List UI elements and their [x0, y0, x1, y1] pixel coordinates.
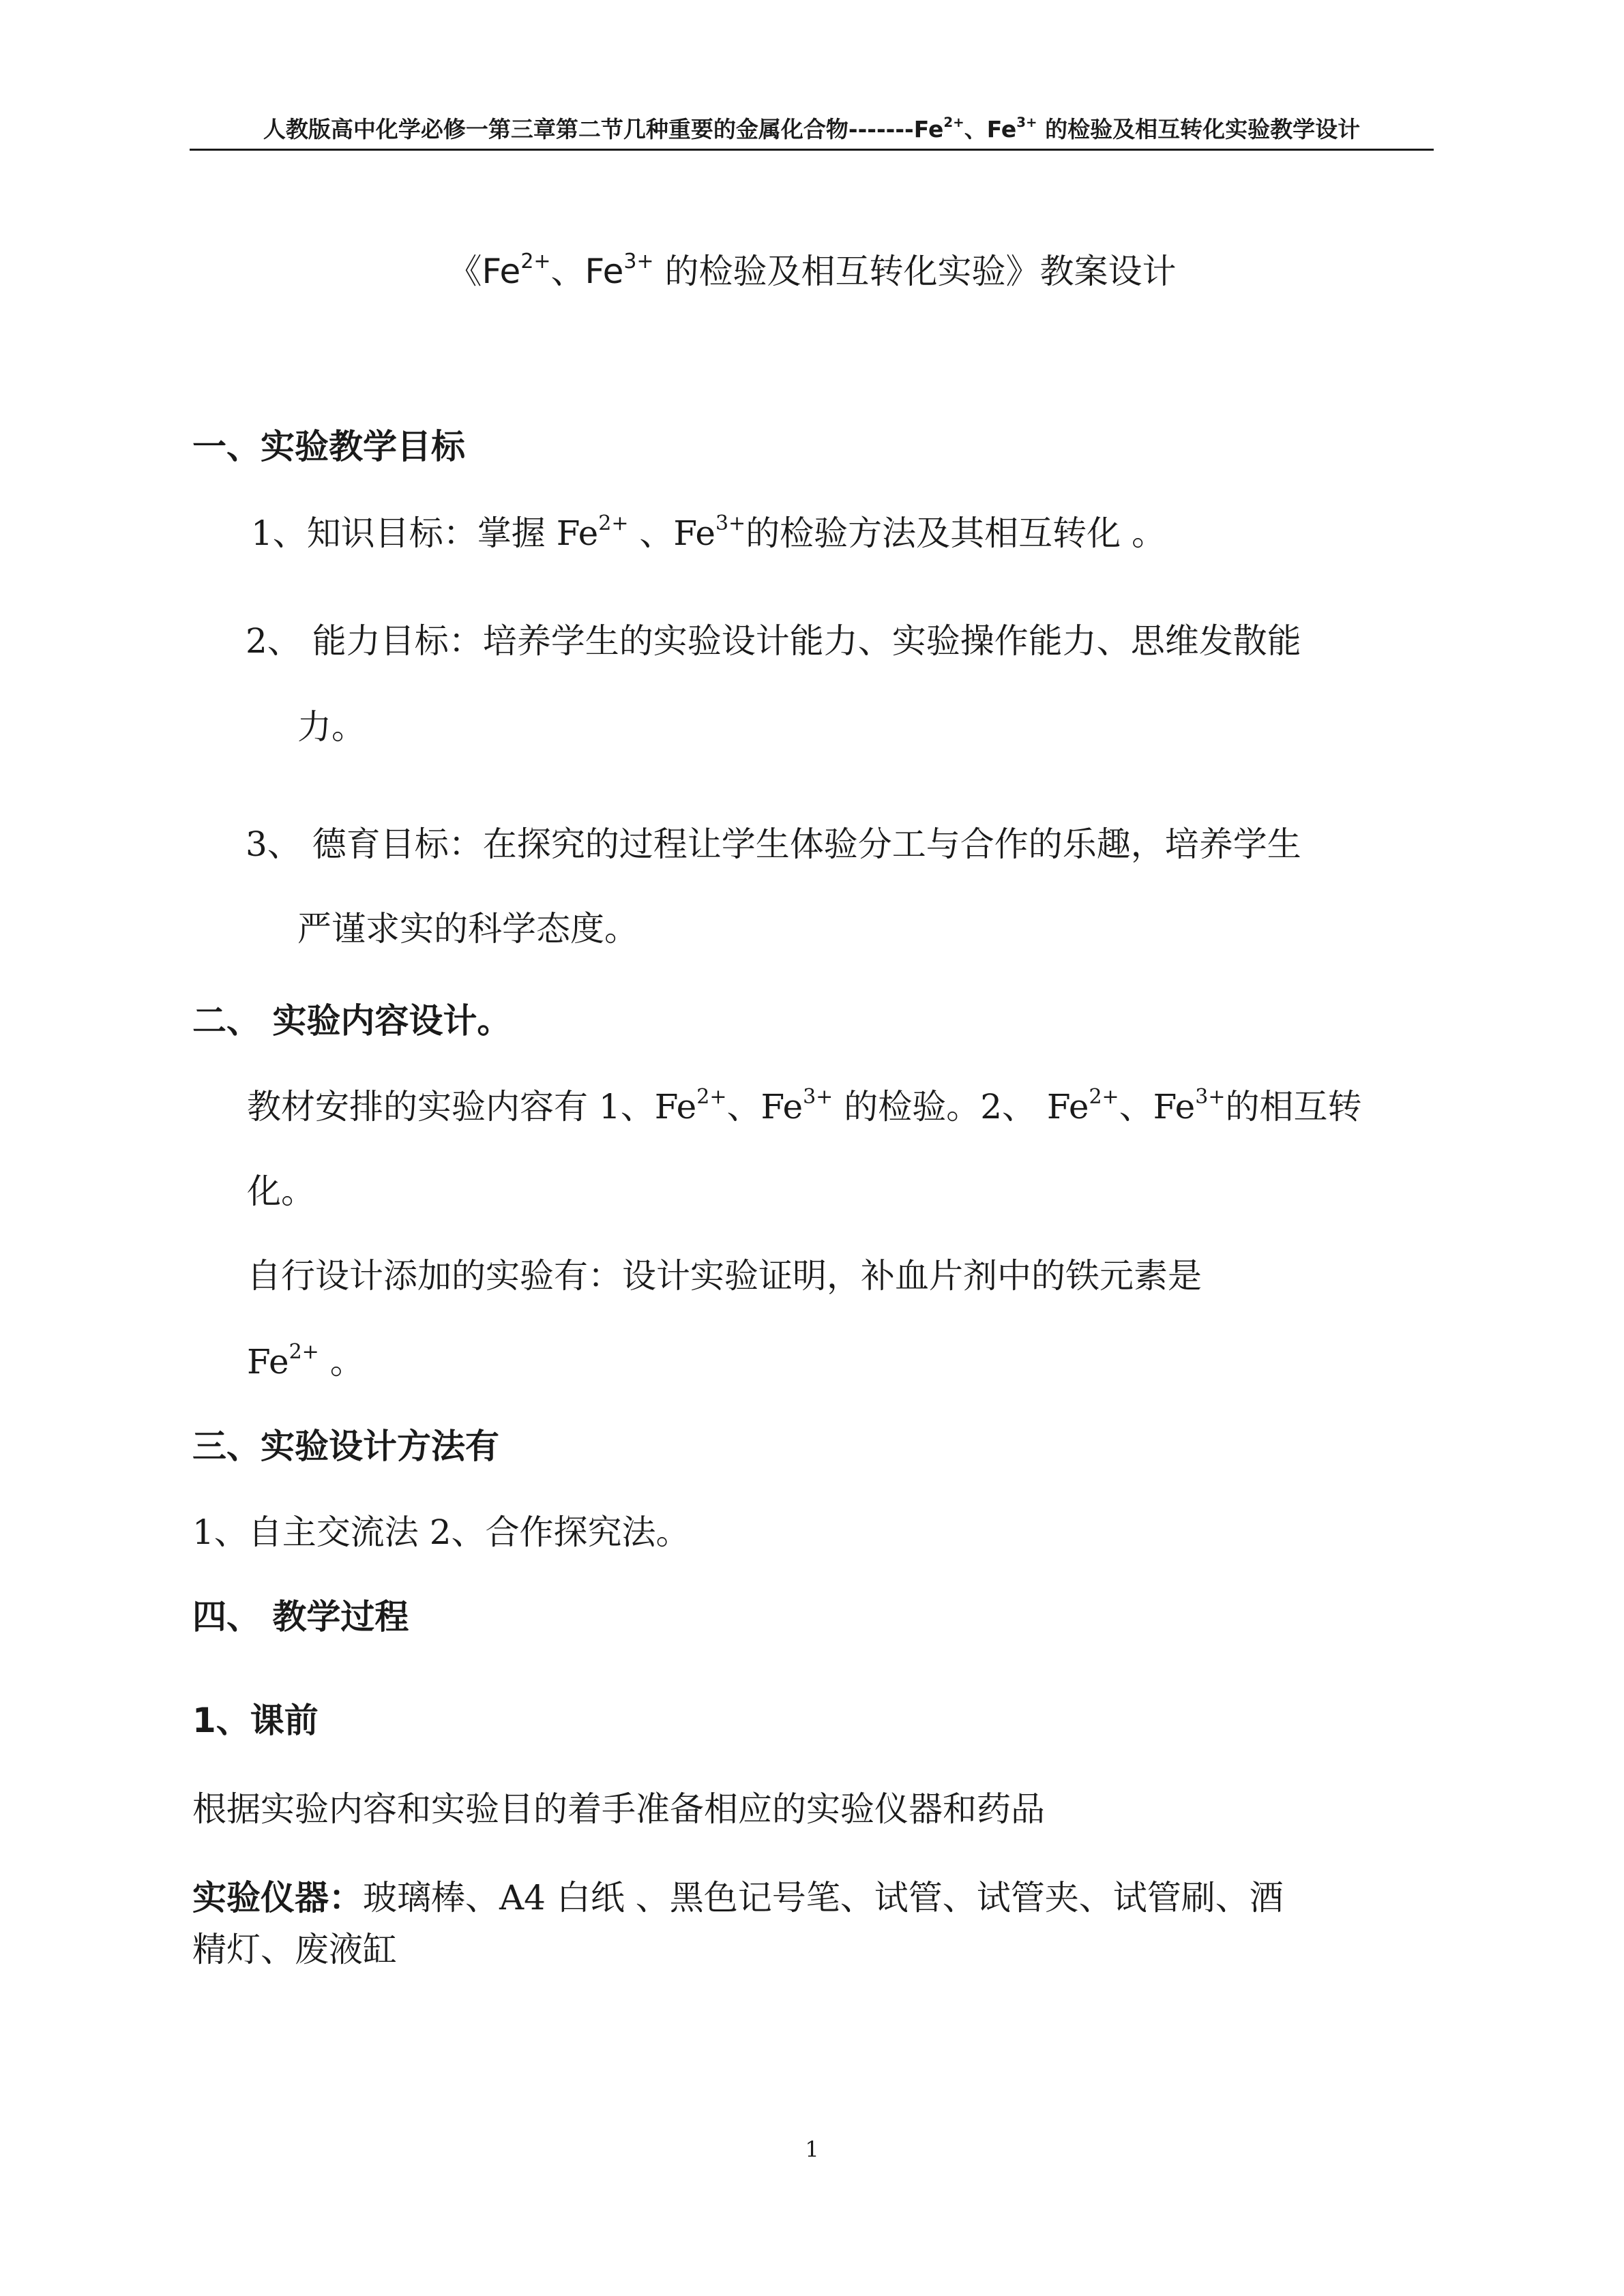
goal-ability-line-2: 力。 [297, 707, 366, 747]
goal-knowledge: 1、知识目标：掌握 $Fe^{2+}$ 、$Fe^{3+}$的检验方法及其相互转化 。 [251, 511, 1166, 553]
goal-ability-line-1: 2、 能力目标：培养学生的实验设计能力、实验操作能力、思维发散能 [246, 621, 1301, 661]
document-title: 《$Fe^{2+}$、$Fe^{3+}$ 的检验及相互转化实验》教案设计 [447, 249, 1177, 291]
instruments-line-2: 精灯、废液缸 [192, 1930, 397, 1969]
section-heading-2: 二、 实验内容设计。 [192, 1001, 512, 1041]
sub-heading-before-class: 1、课前 [192, 1701, 319, 1740]
goal-moral-line-2: 严谨求实的科学态度。 [297, 909, 638, 949]
content-line-4: $Fe^{2+}$ 。 [247, 1339, 364, 1382]
content-line-3: 自行设计添加的实验有：设计实验证明，补血片剂中的铁元素是 [247, 1256, 1202, 1296]
section-heading-3: 三、实验设计方法有 [192, 1427, 499, 1466]
content-line-2: 化。 [247, 1172, 315, 1211]
instruments-line-1: 实验仪器：玻璃棒、A4 白纸 、黑色记号笔、试管、试管夹、试管刷、酒 [192, 1878, 1284, 1918]
section-heading-1: 一、实验教学目标 [192, 427, 465, 466]
section-heading-4: 四、 教学过程 [192, 1597, 409, 1637]
methods-line: 1、自主交流法 2、合作探究法。 [192, 1512, 690, 1552]
prep-line: 根据实验内容和实验目的着手准备相应的实验仪器和药品 [192, 1789, 1045, 1829]
instruments-label: 实验仪器： [192, 1878, 363, 1918]
page-number: 1 [805, 2136, 819, 2162]
goal-moral-line-1: 3、 德育目标：在探究的过程让学生体验分工与合作的乐趣，培养学生 [246, 824, 1301, 864]
running-header: 人教版高中化学必修一第三章第二节几种重要的金属化合物$-------Fe^{2+}$、$Fe^{3+}$ 的检验及相互转化实验教学设计 [263, 115, 1361, 143]
content-line-1: 教材安排的实验内容有 1、$Fe^{2+}$、$Fe^{3+}$ 的检验。2、 $Fe^{2+}$、$Fe^{3+}$的相互转 [247, 1084, 1362, 1127]
header-rule [190, 149, 1434, 151]
